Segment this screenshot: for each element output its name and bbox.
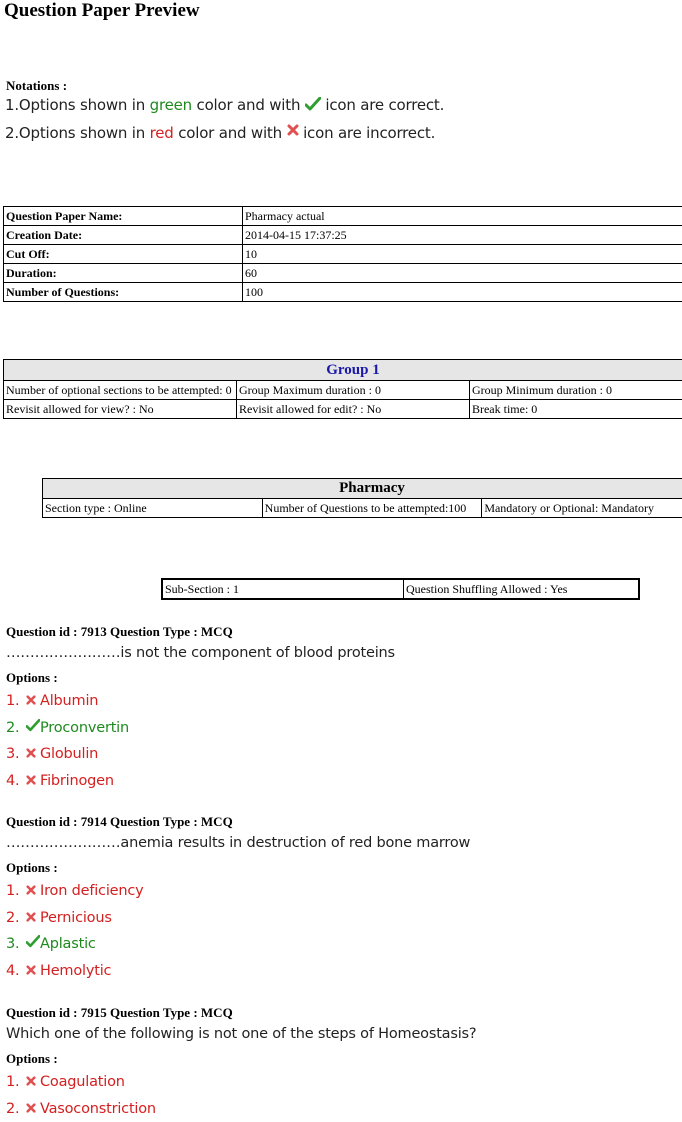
option-item [6,688,676,715]
paper-info-key: Cut Off: [4,245,243,264]
notation-color-word: green [150,96,192,114]
options-label: Options : [6,856,676,878]
cross-icon [26,905,40,931]
paper-info-key: Creation Date: [4,226,243,245]
group-cell: Break time: 0 [469,400,682,419]
check-icon [26,715,40,741]
option-text: Pernicious [40,910,112,926]
option-number: 2. [6,905,26,931]
options-label: Options : [6,1047,676,1069]
paper-info-value: 60 [243,264,682,283]
question-text: ……………………anemia results in destruction of red bone marrow [6,832,676,854]
paper-info-row [4,245,682,264]
option-item [6,1069,676,1096]
notation-text: color and with [174,124,287,142]
notation-incorrect [5,122,435,142]
group-cell: Number of optional sections to be attempted: 0 [4,381,237,400]
paper-info-value: 100 [243,283,682,302]
subsection-cell: Sub-Section : 1 [162,579,404,599]
notation-text: icon are incorrect. [303,124,435,142]
notation-text: 2.Options shown in [5,124,150,142]
notation-correct [5,96,444,114]
option-item [6,878,676,905]
group-cell: Group Minimum duration : 0 [469,381,682,400]
option-number: 3. [6,931,26,957]
option-item [6,905,676,932]
question-block [6,812,676,984]
cross-icon [26,958,40,984]
option-text: Proconvertin [40,720,129,736]
group-cell: Revisit allowed for edit? : No [236,400,469,419]
notation-text: color and with [192,96,305,114]
page-title: Question Paper Preview [4,0,200,22]
option-item [6,715,676,742]
option-text: Iron deficiency [40,883,144,899]
group-table [3,359,682,419]
paper-info-row [4,264,682,283]
question-text: Which one of the following is not one of the steps of Homeostasis? [6,1023,676,1045]
option-number: 2. [6,715,26,741]
option-number: 3. [6,741,26,767]
option-item [6,958,676,985]
option-number: 1. [6,688,26,714]
notation-text: 1.Options shown in [5,96,150,114]
option-text: Globulin [40,746,98,762]
subsection-table [161,578,640,600]
paper-info-key: Question Paper Name: [4,207,243,226]
option-text: Hemolytic [40,963,111,979]
option-text: Coagulation [40,1074,125,1090]
paper-info-value: 10 [243,245,682,264]
notation-color-word: red [150,124,174,142]
question-block [6,622,676,794]
cross-icon [26,1096,40,1122]
section-cell: Section type : Online [43,499,263,518]
section-title: Pharmacy [43,479,682,499]
option-number: 1. [6,878,26,904]
option-text: Albumin [40,693,98,709]
paper-info-value: Pharmacy actual [243,207,682,226]
group-title: Group 1 [4,360,682,381]
cross-icon [26,1069,40,1095]
option-text: Fibrinogen [40,773,114,789]
question-header: Question id : 7914 Question Type : MCQ [6,812,676,832]
section-cell: Mandatory or Optional: Mandatory [482,499,682,518]
cross-icon [26,768,40,794]
paper-info-table [3,206,682,302]
options-label: Options : [6,666,676,688]
question-block [6,1003,676,1122]
cross-icon [26,878,40,904]
section-cell: Number of Questions to be attempted:100 [262,499,482,518]
paper-info-key: Number of Questions: [4,283,243,302]
check-icon [26,931,40,957]
option-item [6,741,676,768]
question-text: ……………………is not the component of blood proteins [6,642,676,664]
paper-info-row [4,283,682,302]
cross-icon [287,122,299,134]
option-text: Vasoconstriction [40,1101,156,1117]
notations-label: Notations : [6,78,67,94]
option-number: 1. [6,1069,26,1095]
option-item [6,1096,676,1122]
check-icon [305,97,321,111]
notation-text: icon are correct. [321,96,444,114]
cross-icon [26,688,40,714]
option-number: 2. [6,1096,26,1122]
question-header: Question id : 7915 Question Type : MCQ [6,1003,676,1023]
group-cell: Revisit allowed for view? : No [4,400,237,419]
section-table [42,478,682,518]
option-number: 4. [6,768,26,794]
question-header: Question id : 7913 Question Type : MCQ [6,622,676,642]
option-item [6,768,676,795]
subsection-cell: Question Shuffling Allowed : Yes [404,579,640,599]
paper-info-value: 2014-04-15 17:37:25 [243,226,682,245]
option-text: Aplastic [40,936,96,952]
group-cell: Group Maximum duration : 0 [236,381,469,400]
option-number: 4. [6,958,26,984]
paper-info-key: Duration: [4,264,243,283]
paper-info-row [4,226,682,245]
option-item [6,931,676,958]
paper-info-row [4,207,682,226]
cross-icon [26,741,40,767]
